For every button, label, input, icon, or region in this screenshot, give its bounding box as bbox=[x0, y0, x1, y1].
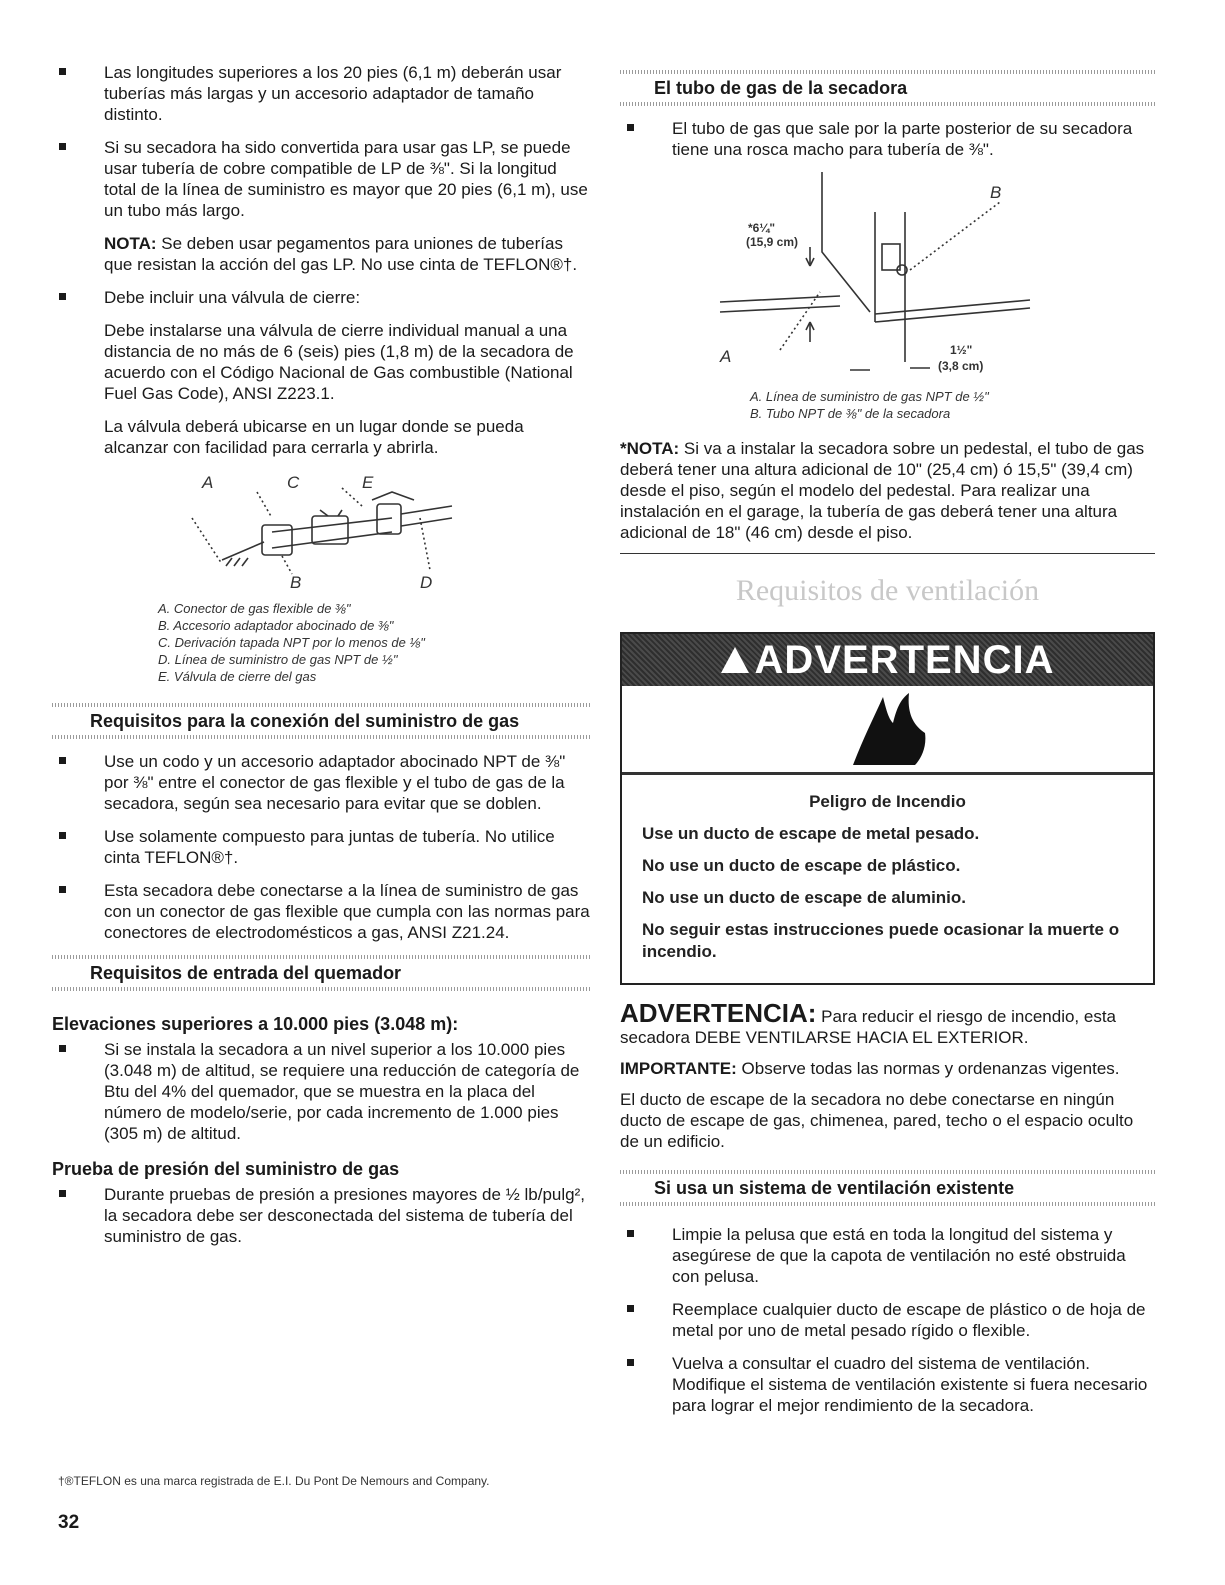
left-column bbox=[52, 62, 592, 1259]
divider bbox=[620, 1202, 1155, 1206]
section-title-conexion: Requisitos para la conexión del suministro de gas bbox=[90, 711, 520, 731]
caption-d: D. Línea de suministro de gas NPT de ½" bbox=[158, 652, 398, 667]
dim-offset-cm: (3,8 cm) bbox=[938, 359, 984, 373]
valve-diagram-svg bbox=[152, 470, 512, 590]
warning-line-consecuencia: No seguir estas instrucciones puede ocasionar la muerte o incendio. bbox=[642, 920, 1120, 961]
section-existente bbox=[620, 1170, 1155, 1206]
heading-prueba: Prueba de presión del suministro de gas bbox=[52, 1159, 400, 1179]
paragraph-valvula-individual: Debe instalarse una válvula de cierre individual manual a una distancia de no más de 6 (seis) pies (1,8 m) de la secadora de acuerdo con el Código Nacional de Gas combustible (National Fuel Gas Code), ANSI Z223.1. bbox=[104, 321, 574, 403]
advertencia-text: Para reducir el riesgo de incendio, esta secadora DEBE VENTILARSE HACIA EL EXTERIOR. bbox=[620, 1007, 1117, 1047]
right-column bbox=[620, 70, 1155, 1428]
warning-title: ADVERTENCIA bbox=[754, 637, 1055, 682]
section-title-existente: Si usa un sistema de ventilación existente bbox=[654, 1178, 1015, 1198]
warning-body bbox=[622, 775, 1153, 983]
label-a: A bbox=[202, 473, 214, 492]
advertencia-paragraph bbox=[620, 998, 1155, 1048]
section-conexion bbox=[52, 703, 592, 739]
divider bbox=[620, 553, 1155, 554]
section-tubo bbox=[620, 70, 1155, 106]
bullet-valvula: Debe incluir una válvula de cierre: bbox=[52, 287, 592, 308]
caption-c: C. Derivación tapada NPT por lo menos de ⅛" bbox=[158, 635, 425, 650]
label-e: E bbox=[362, 473, 374, 492]
warning-line-metal: Use un ducto de escape de metal pesado. bbox=[642, 824, 980, 843]
advertencia-label: ADVERTENCIA: bbox=[620, 998, 817, 1028]
bullet-prueba: Durante pruebas de presión a presiones mayores de ½ lb/pulg², la secadora debe ser desconectada del sistema de tubería del suministro de gas. bbox=[52, 1184, 592, 1247]
bullet-codo: Use un codo y un accesorio adaptador abocinado NPT de ⅜" por ⅜" entre el conector de gas flexible y el tubo de gas de la secadora, según sea necesario para evitar que se doblen. bbox=[52, 751, 592, 814]
dryer-pipe-diagram-svg bbox=[710, 172, 1050, 382]
bullet-elevaciones: Si se instala la secadora a un nivel superior a los 10.000 pies (3.048 m) de altitud, se requiere una reducción de categoría de Btu del 4% del quemador, que se muestra en la placa del número de modelo/serie, por cada incremento de 1.000 pies (305 m) de altitud. bbox=[52, 1039, 592, 1144]
bullet-pelusa: Limpie la pelusa que está en toda la longitud del sistema y asegúrese de que la capota de ventilación no esté obstruida con pelusa. bbox=[620, 1224, 1155, 1287]
section-title-quemador: Requisitos de entrada del quemador bbox=[90, 963, 402, 983]
importante-paragraph bbox=[620, 1058, 1155, 1079]
warning-triangle-icon bbox=[721, 647, 749, 673]
paragraph-valvula-ubicacion: La válvula deberá ubicarse en un lugar donde se pueda alcanzar con facilidad para cerrarla y abrirla. bbox=[104, 417, 524, 457]
caption-b: B. Accesorio adaptador abocinado de ⅜" bbox=[158, 618, 394, 633]
divider bbox=[620, 102, 1155, 106]
nota-pegamentos bbox=[52, 233, 592, 275]
bullet-tubo: El tubo de gas que sale por la parte posterior de su secadora tiene una rosca macho para tubería de ⅜". bbox=[620, 118, 1155, 160]
nota-text: Si va a instalar la secadora sobre un pedestal, el tubo de gas deberá tener una altura adicional de 10" (25,4 cm) ó 15,5" (39,4 cm) desde el piso, según el modelo del pedestal. Para realizar una instalación en el garage, la tubería de gas deberá tener una altura adicional de 18" (46 cm) desde el piso. bbox=[620, 439, 1145, 542]
caption-a: A. Línea de suministro de gas NPT de ½" bbox=[750, 389, 989, 404]
label-a: A bbox=[720, 347, 732, 366]
ducto-paragraph: El ducto de escape de la secadora no debe conectarse en ningún ducto de escape de gas, chimenea, pared, techo o el espacio oculto de un edificio. bbox=[620, 1090, 1134, 1151]
warning-line-plastico: No use un ducto de escape de plástico. bbox=[642, 856, 961, 875]
bullet-longitudes: Las longitudes superiores a los 20 pies (6,1 m) deberán usar tuberías más largas y un accesorio adaptador de tamaño distinto. bbox=[52, 62, 592, 125]
section-title-tubo: El tubo de gas de la secadora bbox=[654, 78, 908, 98]
importante-label: IMPORTANTE: bbox=[620, 1059, 737, 1078]
section-quemador bbox=[52, 955, 592, 991]
dim-height: *6¼" bbox=[748, 221, 776, 235]
valve-captions bbox=[158, 600, 592, 685]
nota-pedestal bbox=[620, 438, 1155, 543]
importante-text: Observe todas las normas y ordenanzas vigentes. bbox=[736, 1059, 1120, 1078]
label-d: D bbox=[420, 573, 433, 590]
divider bbox=[52, 987, 592, 991]
vent-title: Requisitos de ventilación bbox=[735, 574, 1040, 607]
pipe-captions bbox=[750, 388, 1155, 422]
bullet-compuesto: Use solamente compuesto para juntas de tubería. No utilice cinta TEFLON®†. bbox=[52, 826, 592, 868]
bullet-reemplace: Reemplace cualquier ducto de escape de plástico o de hoja de metal por uno de metal pesado rígido o flexible. bbox=[620, 1299, 1155, 1341]
fire-icon-area bbox=[622, 686, 1153, 775]
nota-text: Se deben usar pegamentos para uniones de tuberías que resistan la acción del gas LP. No use cinta de TEFLON®†. bbox=[104, 234, 578, 274]
label-b: B bbox=[290, 573, 302, 590]
fire-icon bbox=[843, 689, 933, 769]
nota-label: NOTA: bbox=[104, 234, 157, 253]
valve-diagram bbox=[152, 470, 512, 590]
label-b: B bbox=[990, 183, 1002, 202]
bullet-consultar: Vuelva a consultar el cuadro del sistema de ventilación. Modifique el sistema de ventilación existente si fuera necesario para lograr el mejor rendimiento de la secadora. bbox=[620, 1353, 1155, 1416]
dryer-pipe-diagram bbox=[710, 172, 1050, 382]
caption-e: E. Válvula de cierre del gas bbox=[158, 669, 317, 684]
caption-a: A. Conector de gas flexible de ⅜" bbox=[158, 601, 351, 616]
warning-header bbox=[622, 634, 1153, 686]
label-c: C bbox=[287, 473, 300, 492]
heading-elevaciones: Elevaciones superiores a 10.000 pies (3.048 m): bbox=[52, 1014, 459, 1034]
warning-box bbox=[620, 632, 1155, 985]
footnote: †®TEFLON es una marca registrada de E.I. Du Pont De Nemours and Company. bbox=[58, 1474, 490, 1488]
caption-b: B. Tubo NPT de ⅜" de la secadora bbox=[750, 406, 951, 421]
dim-height-cm: (15,9 cm) bbox=[746, 235, 799, 249]
bullet-gas-lp: Si su secadora ha sido convertida para usar gas LP, se puede usar tubería de cobre compatible de LP de ⅜". Si la longitud total de la línea de suministro es mayor que 20 pies (6,1 m), use un tubo más largo. bbox=[52, 137, 592, 221]
dim-offset: 1½" bbox=[950, 343, 973, 357]
warning-line-aluminio: No use un ducto de escape de aluminio. bbox=[642, 888, 967, 907]
warning-line-peligro: Peligro de Incendio bbox=[809, 792, 966, 811]
bullet-conector: Esta secadora debe conectarse a la línea de suministro de gas con un conector de gas flexible que cumpla con las normas para conectores de electrodomésticos a gas, ANSI Z21.24. bbox=[52, 880, 592, 943]
nota-label: *NOTA: bbox=[620, 439, 680, 458]
divider bbox=[52, 735, 592, 739]
page-number: 32 bbox=[58, 1512, 80, 1533]
